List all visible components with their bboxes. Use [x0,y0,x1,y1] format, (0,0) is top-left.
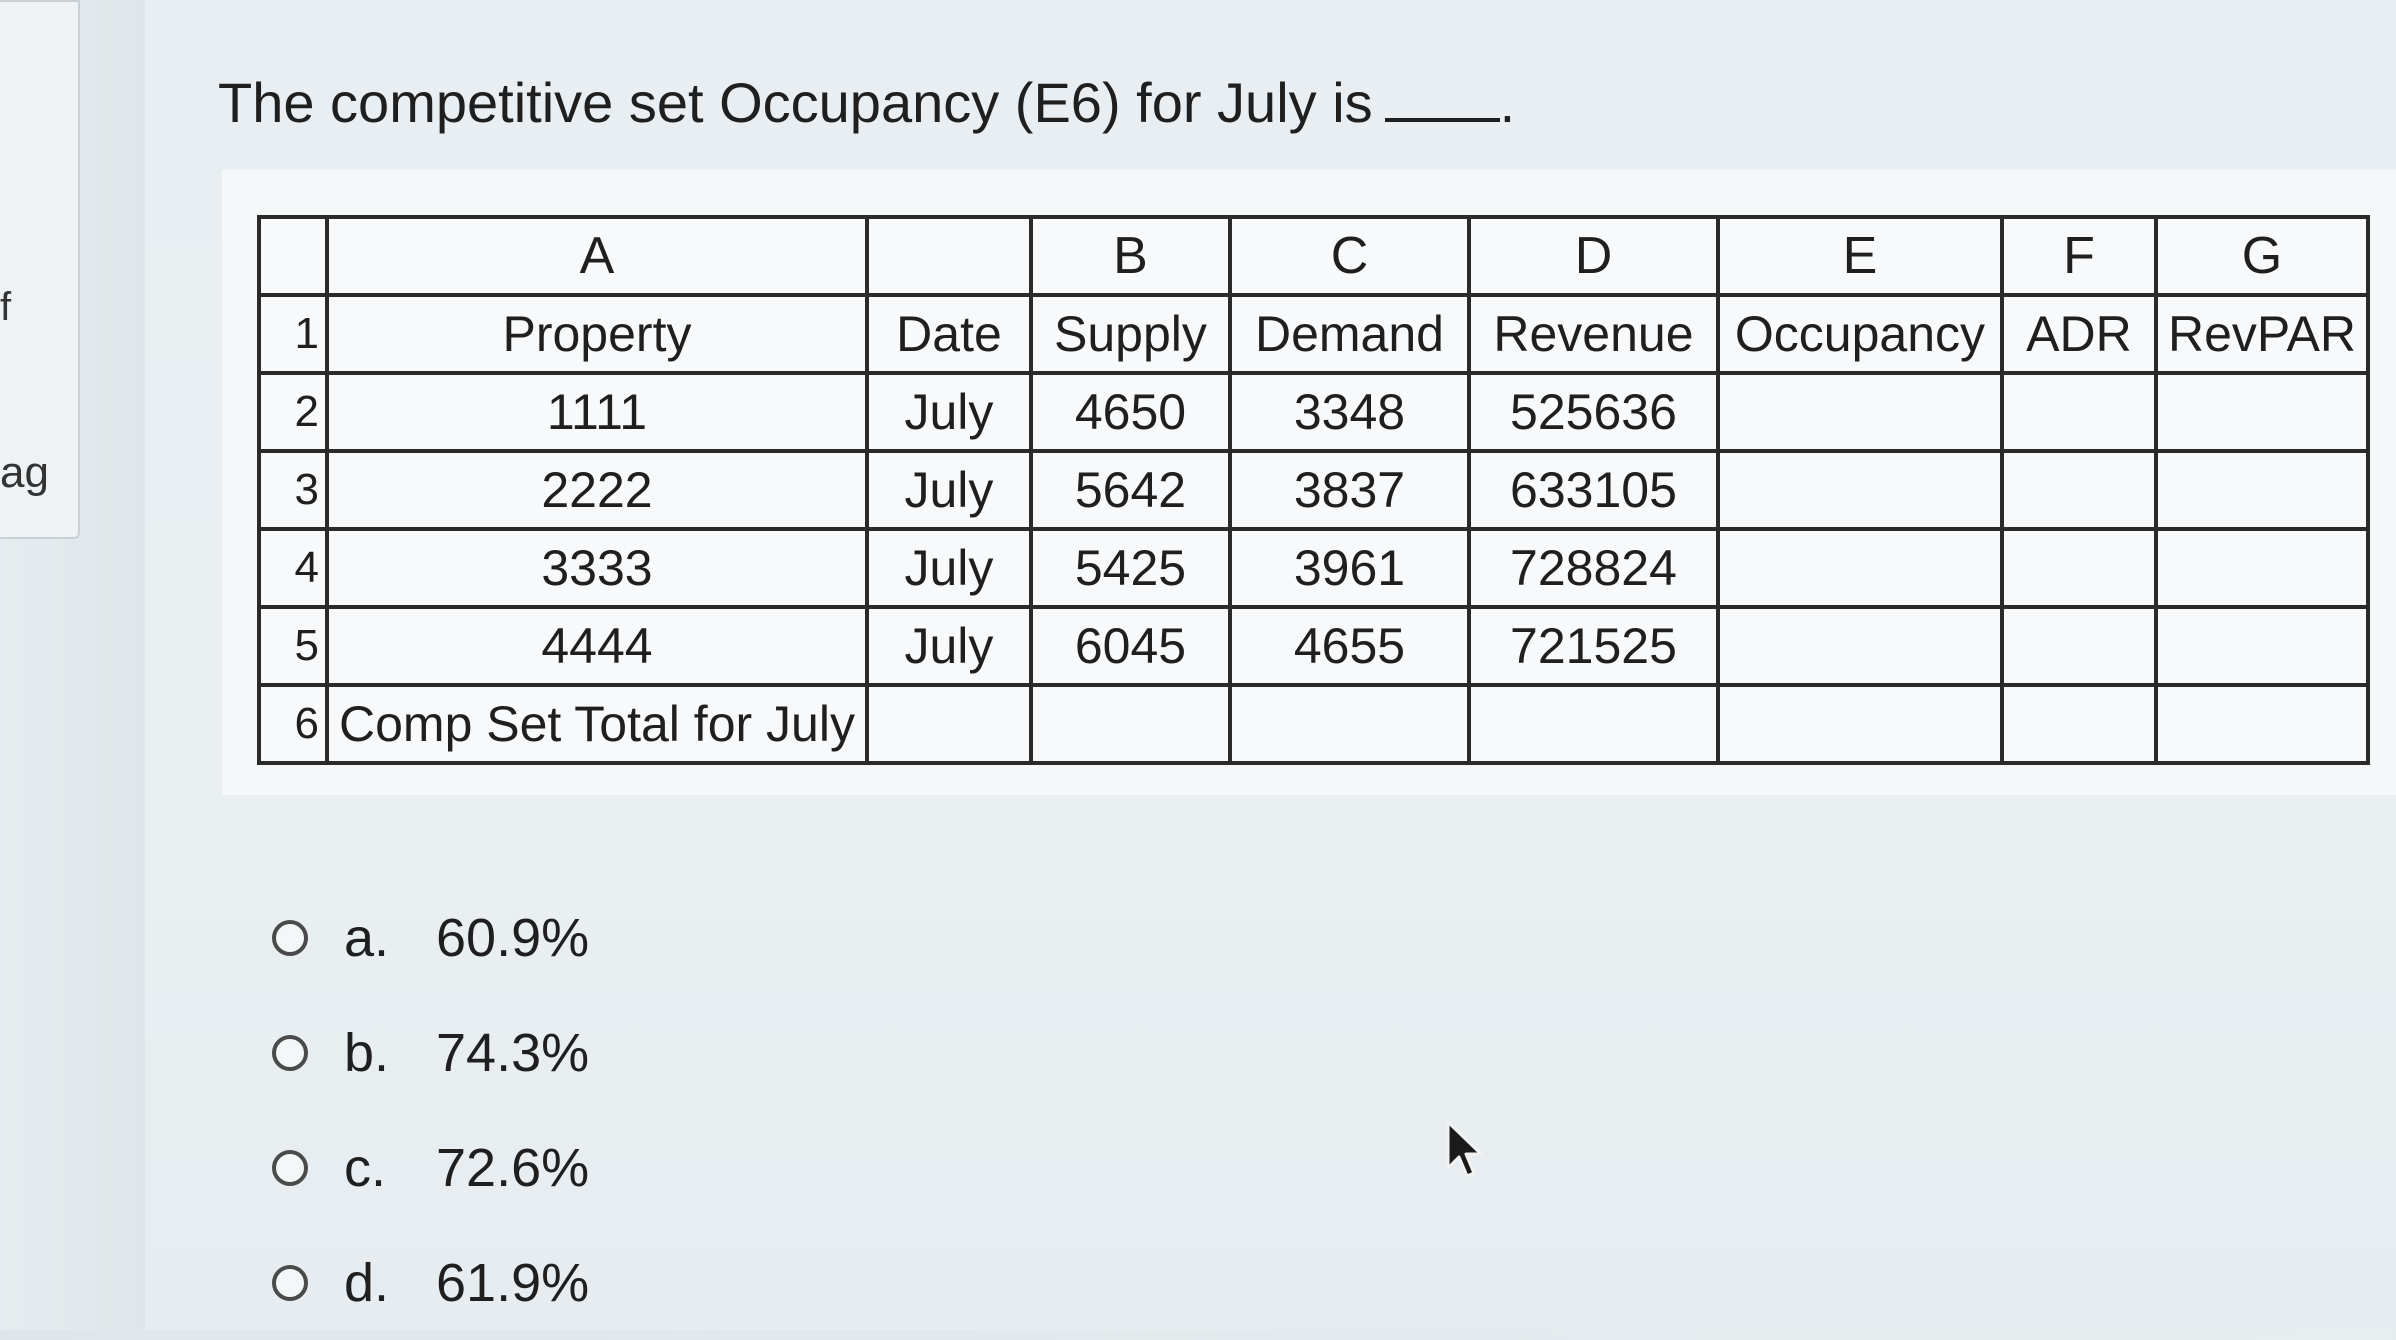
left-panel [0,0,145,1330]
table-row [259,685,2368,763]
table-cell [1469,685,1718,763]
header-cell-supply: Supply [1031,295,1230,373]
table-cell [2156,529,2368,607]
table-cell [2156,451,2368,529]
radio-button-b[interactable] [272,1035,308,1071]
option-value: 60.9% [436,907,590,968]
table-cell: 5425 [1031,529,1230,607]
row-number: 4 [259,529,327,607]
table-cell: July [867,373,1031,451]
comp-set-total-label: Comp Set Total for July [327,685,867,763]
answer-options [272,880,589,1340]
table-cell: 4655 [1230,607,1469,685]
mouse-pointer-icon [1445,1120,1485,1180]
table-row [259,451,2368,529]
table-cell [2156,607,2368,685]
table-cell: 2222 [327,451,867,529]
table-cell: 633105 [1469,451,1718,529]
radio-button-d[interactable] [272,1265,308,1301]
table-cell: July [867,529,1031,607]
table-cell: 6045 [1031,607,1230,685]
row-number: 2 [259,373,327,451]
table-cell [1718,529,2002,607]
table-cell: 4650 [1031,373,1230,451]
table-row [259,295,2368,373]
occupancy-e6-cell [1718,685,2002,763]
question-text [218,70,1515,135]
table-cell [1230,685,1469,763]
column-header-g: G [2156,217,2368,295]
option-a[interactable] [272,880,589,995]
header-cell-date: Date [867,295,1031,373]
table-row [259,373,2368,451]
question-prompt: The competitive set Occupancy (E6) for July is [218,71,1373,134]
option-letter: c. [344,1137,387,1198]
table-cell: 728824 [1469,529,1718,607]
table-cell [1718,607,2002,685]
table-cell: 3333 [327,529,867,607]
spreadsheet-image [222,170,2396,795]
column-header-a: A [327,217,867,295]
table-cell [2002,451,2156,529]
option-value: 74.3% [436,1022,590,1083]
table-cell [2156,685,2368,763]
header-cell-demand: Demand [1230,295,1469,373]
table-cell: 525636 [1469,373,1718,451]
header-cell-property: Property [327,295,867,373]
option-letter: b. [344,1022,390,1083]
table-cell: 3348 [1230,373,1469,451]
row-number: 1 [259,295,327,373]
option-letter: a. [344,907,390,968]
option-c[interactable] [272,1110,589,1225]
table-cell [2002,373,2156,451]
answer-blank [1385,78,1500,122]
table-cell [2002,607,2156,685]
table-row [259,607,2368,685]
option-value: 61.9% [436,1252,590,1313]
column-header-e: E [1718,217,2002,295]
table-cell [867,685,1031,763]
table-cell: 721525 [1469,607,1718,685]
header-cell-adr: ADR [2002,295,2156,373]
header-cell-revenue: Revenue [1469,295,1718,373]
row-number: 5 [259,607,327,685]
column-header-c: C [1230,217,1469,295]
column-header-f: F [2002,217,2156,295]
table-cell: 3837 [1230,451,1469,529]
row-number: 6 [259,685,327,763]
option-value: 72.6% [436,1137,590,1198]
column-header-row [259,217,2368,295]
table-cell [1718,373,2002,451]
option-letter: d. [344,1252,390,1313]
table-cell: July [867,607,1031,685]
table-cell [1031,685,1230,763]
question-end: . [1499,71,1516,134]
table-cell [2002,685,2156,763]
corner-cell [259,217,327,295]
left-text-fragment-2: ag [0,448,49,497]
option-b[interactable] [272,995,589,1110]
table-cell [2002,529,2156,607]
spreadsheet-table [257,215,2370,765]
table-row [259,529,2368,607]
row-number: 3 [259,451,327,529]
table-cell [1718,451,2002,529]
column-header-d: D [1469,217,1718,295]
table-cell: 3961 [1230,529,1469,607]
table-cell: 4444 [327,607,867,685]
option-d[interactable] [272,1225,589,1340]
column-header-blank [867,217,1031,295]
table-cell [2156,373,2368,451]
table-cell: 5642 [1031,451,1230,529]
table-cell: 1111 [327,373,867,451]
column-header-b: B [1031,217,1230,295]
header-cell-occupancy: Occupancy [1718,295,2002,373]
radio-button-a[interactable] [272,920,308,956]
radio-button-c[interactable] [272,1150,308,1186]
table-cell: July [867,451,1031,529]
left-text-fragment-1: f [0,285,12,329]
header-cell-revpar: RevPAR [2156,295,2368,373]
